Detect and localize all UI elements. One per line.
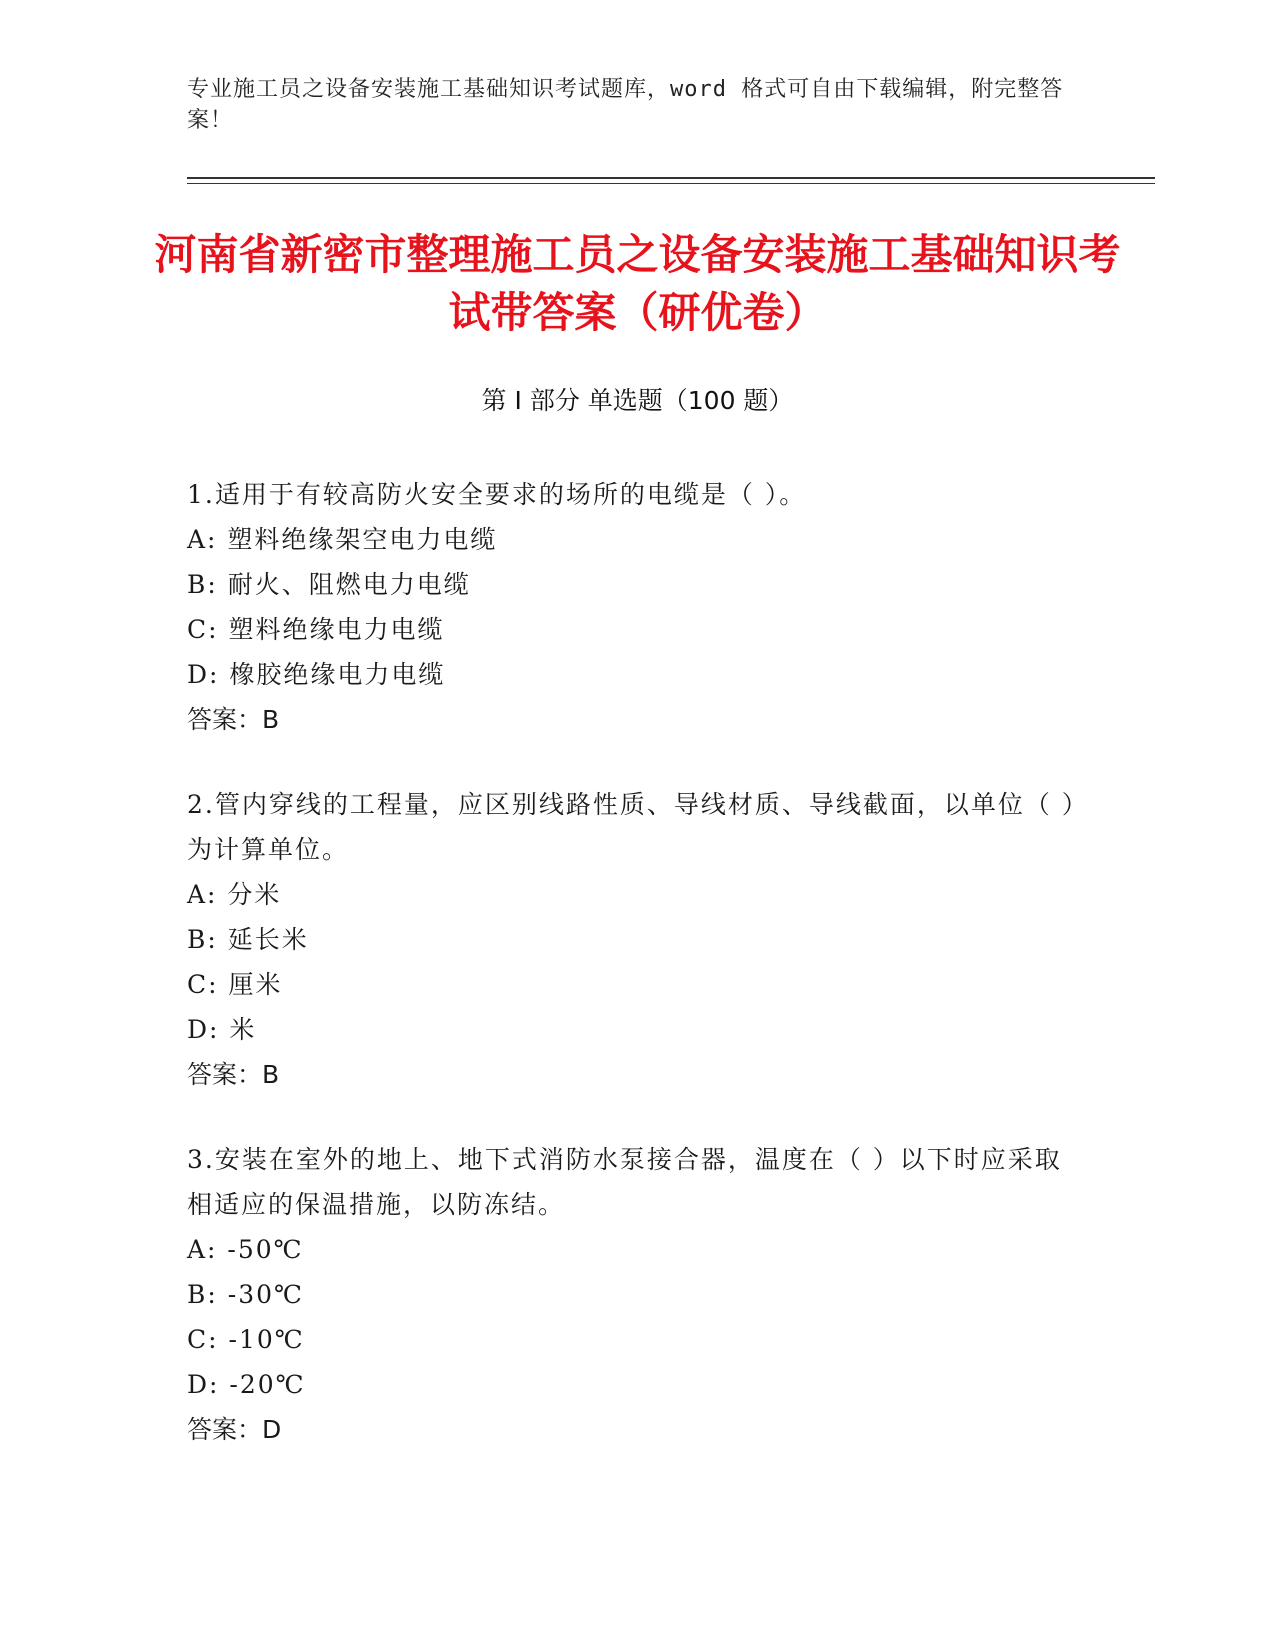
question-item — [187, 472, 1087, 742]
question-stem: 2.管内穿线的工程量，应区别线路性质、导线材质、导线截面，以单位（ ）为计算单位。 — [187, 790, 1077, 864]
question-stem: 1.适用于有较高防火安全要求的场所的电缆是（ ）。 — [187, 480, 807, 509]
option-b: B: 延长米 — [187, 925, 309, 954]
header-note: 专业施工员之设备安装施工基础知识考试题库，word 格式可自由下载编辑，附完整答案！ — [187, 77, 1064, 133]
option-a: A: 塑料绝缘架空电力电缆 — [187, 525, 498, 554]
question-stem: 3.安装在室外的地上、地下式消防水泵接合器，温度在（ ）以下时应采取相适应的保温措施，以防冻结。 — [187, 1145, 1062, 1219]
option-a: A: -50℃ — [187, 1235, 304, 1264]
question-list — [187, 472, 1087, 1492]
answer-line: 答案：B — [187, 705, 280, 734]
option-b: B: -30℃ — [187, 1280, 304, 1309]
option-a: A: 分米 — [187, 880, 282, 909]
option-d: D: 橡胶绝缘电力电缆 — [187, 660, 446, 689]
answer-line: 答案：B — [187, 1060, 280, 1089]
question-item — [187, 782, 1087, 1097]
answer-line: 答案：D — [187, 1415, 282, 1444]
header-divider-thin — [187, 183, 1155, 184]
section-title: 第 I 部分 单选题（100 题） — [481, 386, 794, 415]
header-divider-thick — [187, 177, 1155, 179]
document-title: 河南省新密市整理施工员之设备安装施工基础知识考试带答案（研优卷） — [154, 230, 1121, 337]
option-b: B: 耐火、阻燃电力电缆 — [187, 570, 471, 599]
option-c: C: 厘米 — [187, 970, 283, 999]
option-d: D: 米 — [187, 1015, 257, 1044]
option-d: D: -20℃ — [187, 1370, 306, 1399]
option-c: C: 塑料绝缘电力电缆 — [187, 615, 445, 644]
option-c: C: -10℃ — [187, 1325, 305, 1354]
question-item — [187, 1137, 1087, 1452]
